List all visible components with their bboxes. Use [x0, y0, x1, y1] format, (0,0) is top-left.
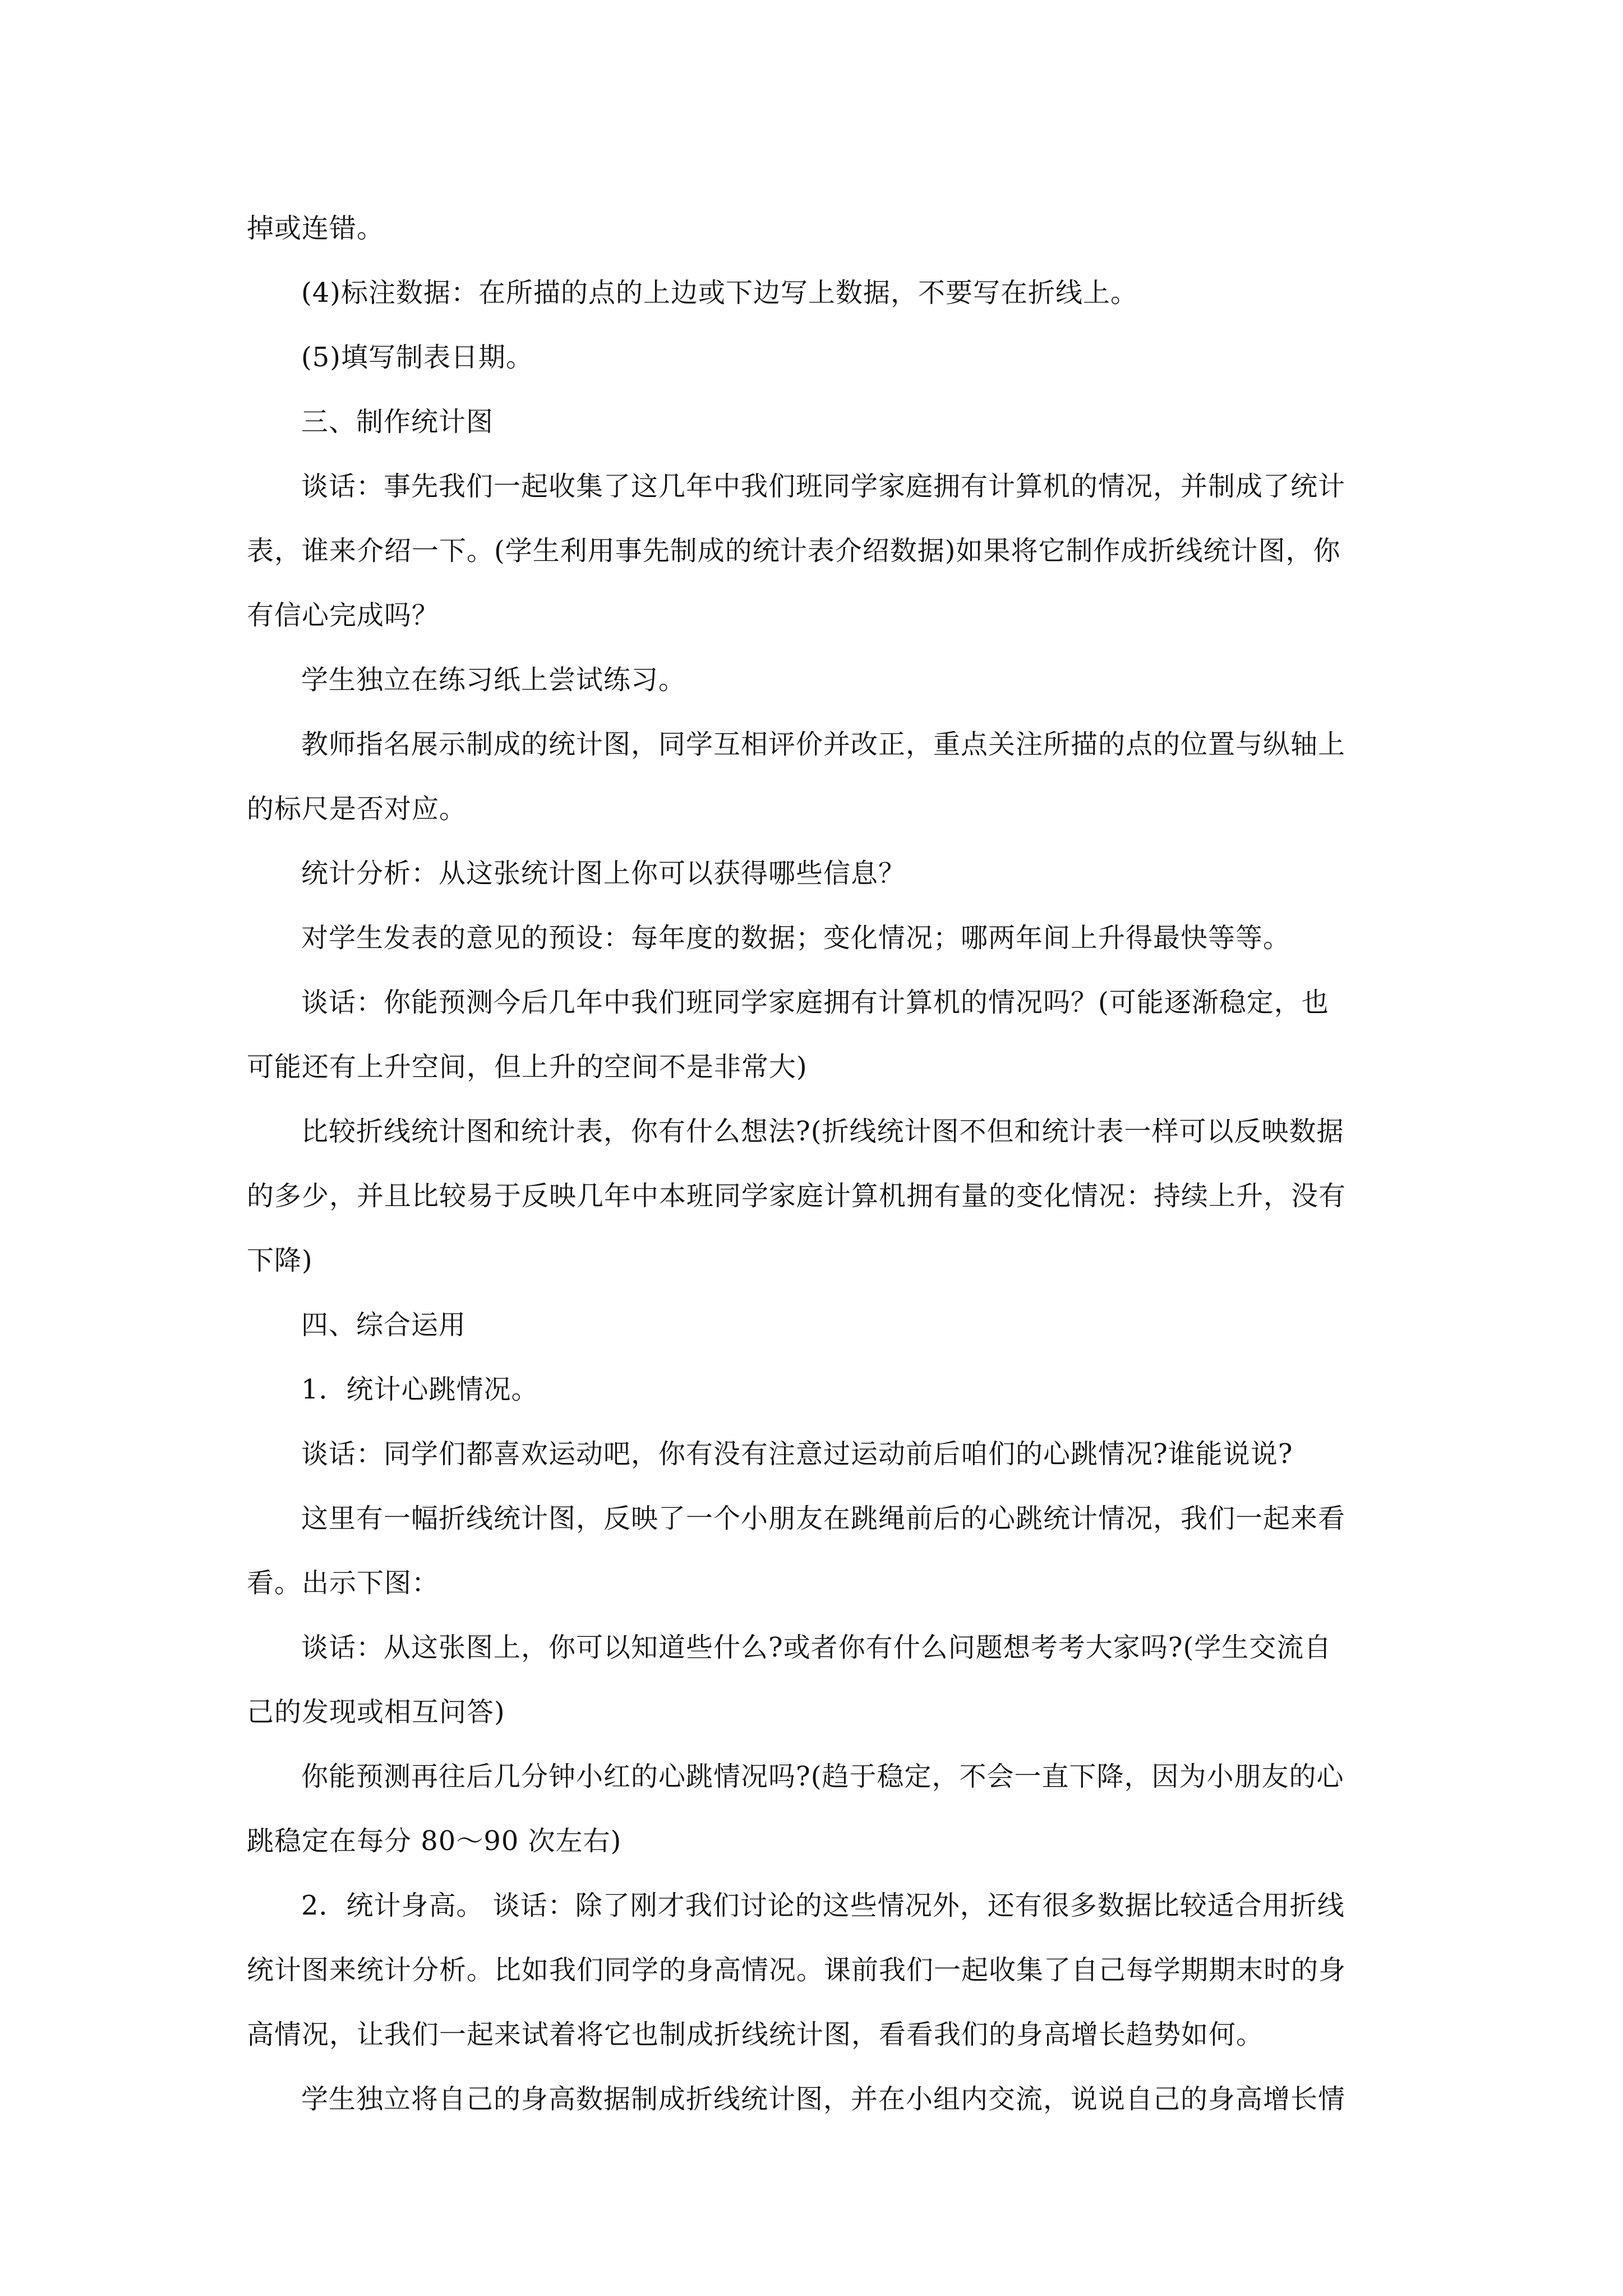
text-line: 1．统计心跳情况。: [301, 1374, 539, 1405]
text-line: (5)填写制表日期。: [301, 342, 533, 373]
text-line: 的标尺是否对应。: [247, 793, 467, 825]
text-line: 这里有一幅折线统计图，反映了一个小朋友在跳绳前后的心跳统计情况，我们一起来看: [301, 1503, 1346, 1534]
section-heading: 三、制作统计图: [301, 406, 494, 438]
text-line: 2．统计身高。 谈话：除了刚才我们讨论的这些情况外，还有很多数据比较适合用折线: [301, 1890, 1345, 1921]
text-line: 学生独立在练习纸上尝试练习。: [301, 664, 686, 696]
text-line: 可能还有上升空间，但上升的空间不是非常大): [247, 1051, 808, 1083]
text-line: (4)标注数据：在所描的点的上边或下边写上数据，不要写在折线上。: [301, 277, 1138, 309]
text-line: 己的发现或相互问答): [247, 1696, 505, 1728]
text-line: 对学生发表的意见的预设：每年度的数据；变化情况；哪两年间上升得最快等等。: [301, 922, 1291, 954]
text-line: 的多少，并且比较易于反映几年中本班同学家庭计算机拥有量的变化情况：持续上升，没有: [247, 1180, 1347, 1212]
text-line: 谈话：从这张图上，你可以知道些什么?或者你有什么问题想考考大家吗?(学生交流自: [301, 1632, 1332, 1663]
text-line: 谈话：事先我们一起收集了这几年中我们班同学家庭拥有计算机的情况，并制成了统计: [301, 471, 1346, 502]
text-line: 教师指名展示制成的统计图，同学互相评价并改正，重点关注所描的点的位置与纵轴上: [301, 729, 1346, 760]
text-line: 统计图来统计分析。比如我们同学的身高情况。课前我们一起收集了自己每学期期末时的身: [247, 1954, 1347, 1986]
text-line: 跳稳定在每分 80～90 次左右): [247, 1825, 622, 1857]
text-line: 下降): [247, 1245, 313, 1276]
text-line: 谈话：你能预测今后几年中我们班同学家庭拥有计算机的情况吗？(可能逐渐稳定，也: [301, 987, 1329, 1018]
text-line: 比较折线统计图和统计表，你有什么想法?(折线统计图不但和统计表一样可以反映数据: [301, 1116, 1344, 1147]
text-line: 统计分析：从这张统计图上你可以获得哪些信息？: [301, 858, 906, 889]
text-line: 掉或连错。: [247, 213, 385, 244]
text-line: 有信心完成吗？: [247, 600, 440, 631]
text-line: 谈话：同学们都喜欢运动吧，你有没有注意过运动前后咱们的心跳情况?谁能说说?: [301, 1438, 1293, 1470]
text-line: 看。出示下图：: [247, 1567, 440, 1599]
section-heading: 四、综合运用: [301, 1309, 467, 1341]
text-line: 你能预测再往后几分钟小红的心跳情况吗?(趋于稳定，不会一直下降，因为小朋友的心: [301, 1761, 1344, 1792]
text-line: 高情况，让我们一起来试着将它也制成折线统计图，看看我们的身高增长趋势如何。: [247, 2019, 1264, 2050]
text-line: 表，谁来介绍一下。(学生利用事先制成的统计表介绍数据)如果将它制作成折线统计图，你: [247, 535, 1341, 567]
text-line: 学生独立将自己的身高数据制成折线统计图，并在小组内交流，说说自己的身高增长情: [301, 2083, 1346, 2115]
